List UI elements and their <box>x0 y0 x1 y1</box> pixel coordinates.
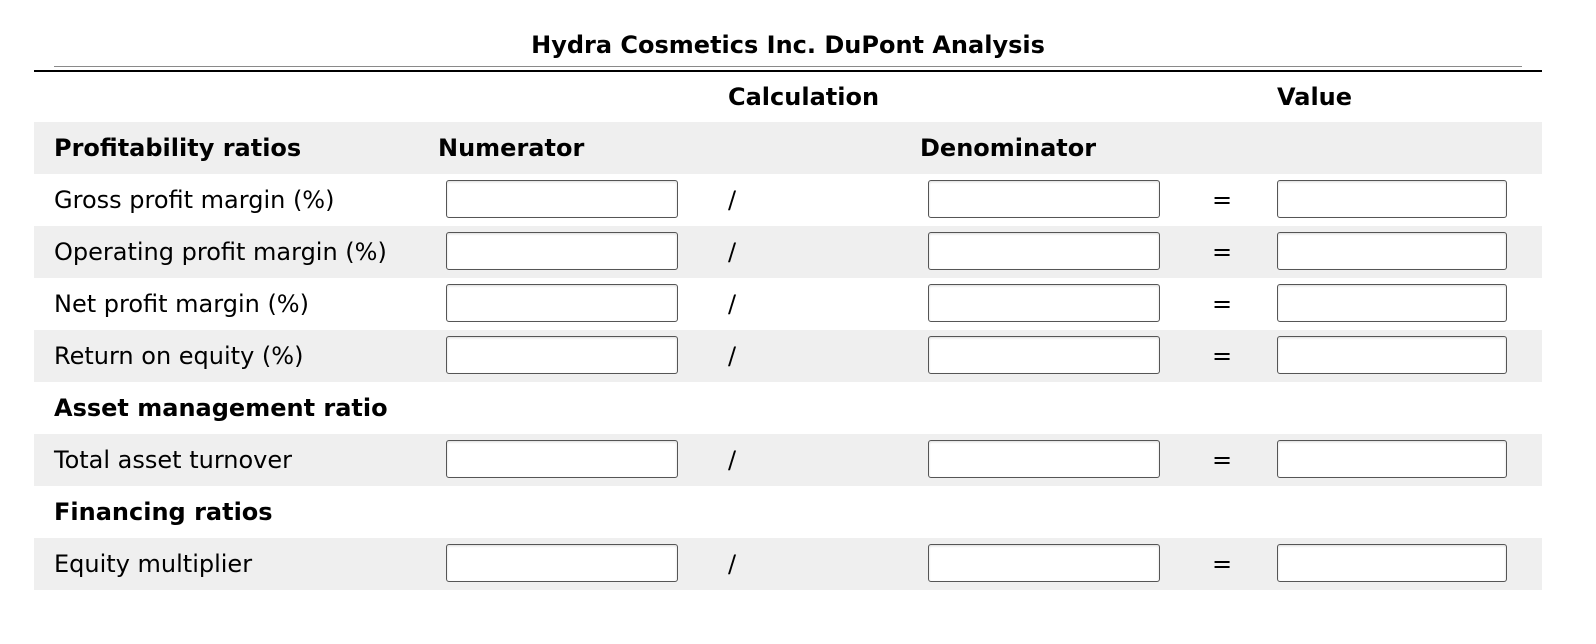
denominator-input[interactable] <box>928 336 1160 374</box>
numerator-input[interactable] <box>446 232 678 270</box>
table-row-net-profit-margin <box>34 278 1542 330</box>
table-row-return-on-equity <box>34 330 1542 382</box>
table-row-operating-profit-margin <box>34 226 1542 278</box>
value-input[interactable] <box>1277 336 1507 374</box>
equals-sign: = <box>1212 550 1233 578</box>
section-row-financing <box>34 486 1542 538</box>
row-label: Equity multiplier <box>54 550 253 578</box>
divide-sign: / <box>728 446 737 474</box>
divide-sign: / <box>728 550 737 578</box>
row-label: Operating profit margin (%) <box>54 238 387 266</box>
denominator-input[interactable] <box>928 232 1160 270</box>
title-rule-thin <box>54 66 1522 67</box>
equals-sign: = <box>1212 290 1233 318</box>
dupont-table <box>34 72 1542 590</box>
denominator-input[interactable] <box>928 544 1160 582</box>
divide-sign: / <box>728 342 737 370</box>
denominator-input[interactable] <box>928 440 1160 478</box>
denominator-input[interactable] <box>928 284 1160 322</box>
divide-sign: / <box>728 290 737 318</box>
section-row-asset-management <box>34 382 1542 434</box>
value-input[interactable] <box>1277 284 1507 322</box>
value-input[interactable] <box>1277 180 1507 218</box>
numerator-input[interactable] <box>446 336 678 374</box>
numerator-input[interactable] <box>446 544 678 582</box>
section-label-asset-management: Asset management ratio <box>54 394 388 422</box>
section-label-financing: Financing ratios <box>54 498 273 526</box>
value-input[interactable] <box>1277 232 1507 270</box>
header-row-calculation <box>34 72 1542 122</box>
numerator-input[interactable] <box>446 440 678 478</box>
table-row-gross-profit-margin <box>34 174 1542 226</box>
equals-sign: = <box>1212 446 1233 474</box>
value-input[interactable] <box>1277 440 1507 478</box>
calculation-header: Calculation <box>728 83 880 111</box>
section-label-profitability: Profitability ratios <box>54 134 302 162</box>
section-row-profitability <box>34 122 1542 174</box>
row-label: Gross profit margin (%) <box>54 186 335 214</box>
equals-sign: = <box>1212 238 1233 266</box>
denominator-input[interactable] <box>928 180 1160 218</box>
row-label: Net profit margin (%) <box>54 290 309 318</box>
numerator-input[interactable] <box>446 180 678 218</box>
table-title: Hydra Cosmetics Inc. DuPont Analysis <box>531 31 1045 59</box>
numerator-input[interactable] <box>446 284 678 322</box>
equals-sign: = <box>1212 342 1233 370</box>
numerator-header: Numerator <box>438 134 585 162</box>
table-row-equity-multiplier <box>34 538 1542 590</box>
value-header: Value <box>1277 83 1353 111</box>
row-label: Total asset turnover <box>54 446 292 474</box>
table-row-total-asset-turnover <box>34 434 1542 486</box>
equals-sign: = <box>1212 186 1233 214</box>
row-label: Return on equity (%) <box>54 342 304 370</box>
divide-sign: / <box>728 238 737 266</box>
value-input[interactable] <box>1277 544 1507 582</box>
divide-sign: / <box>728 186 737 214</box>
denominator-header: Denominator <box>920 134 1097 162</box>
